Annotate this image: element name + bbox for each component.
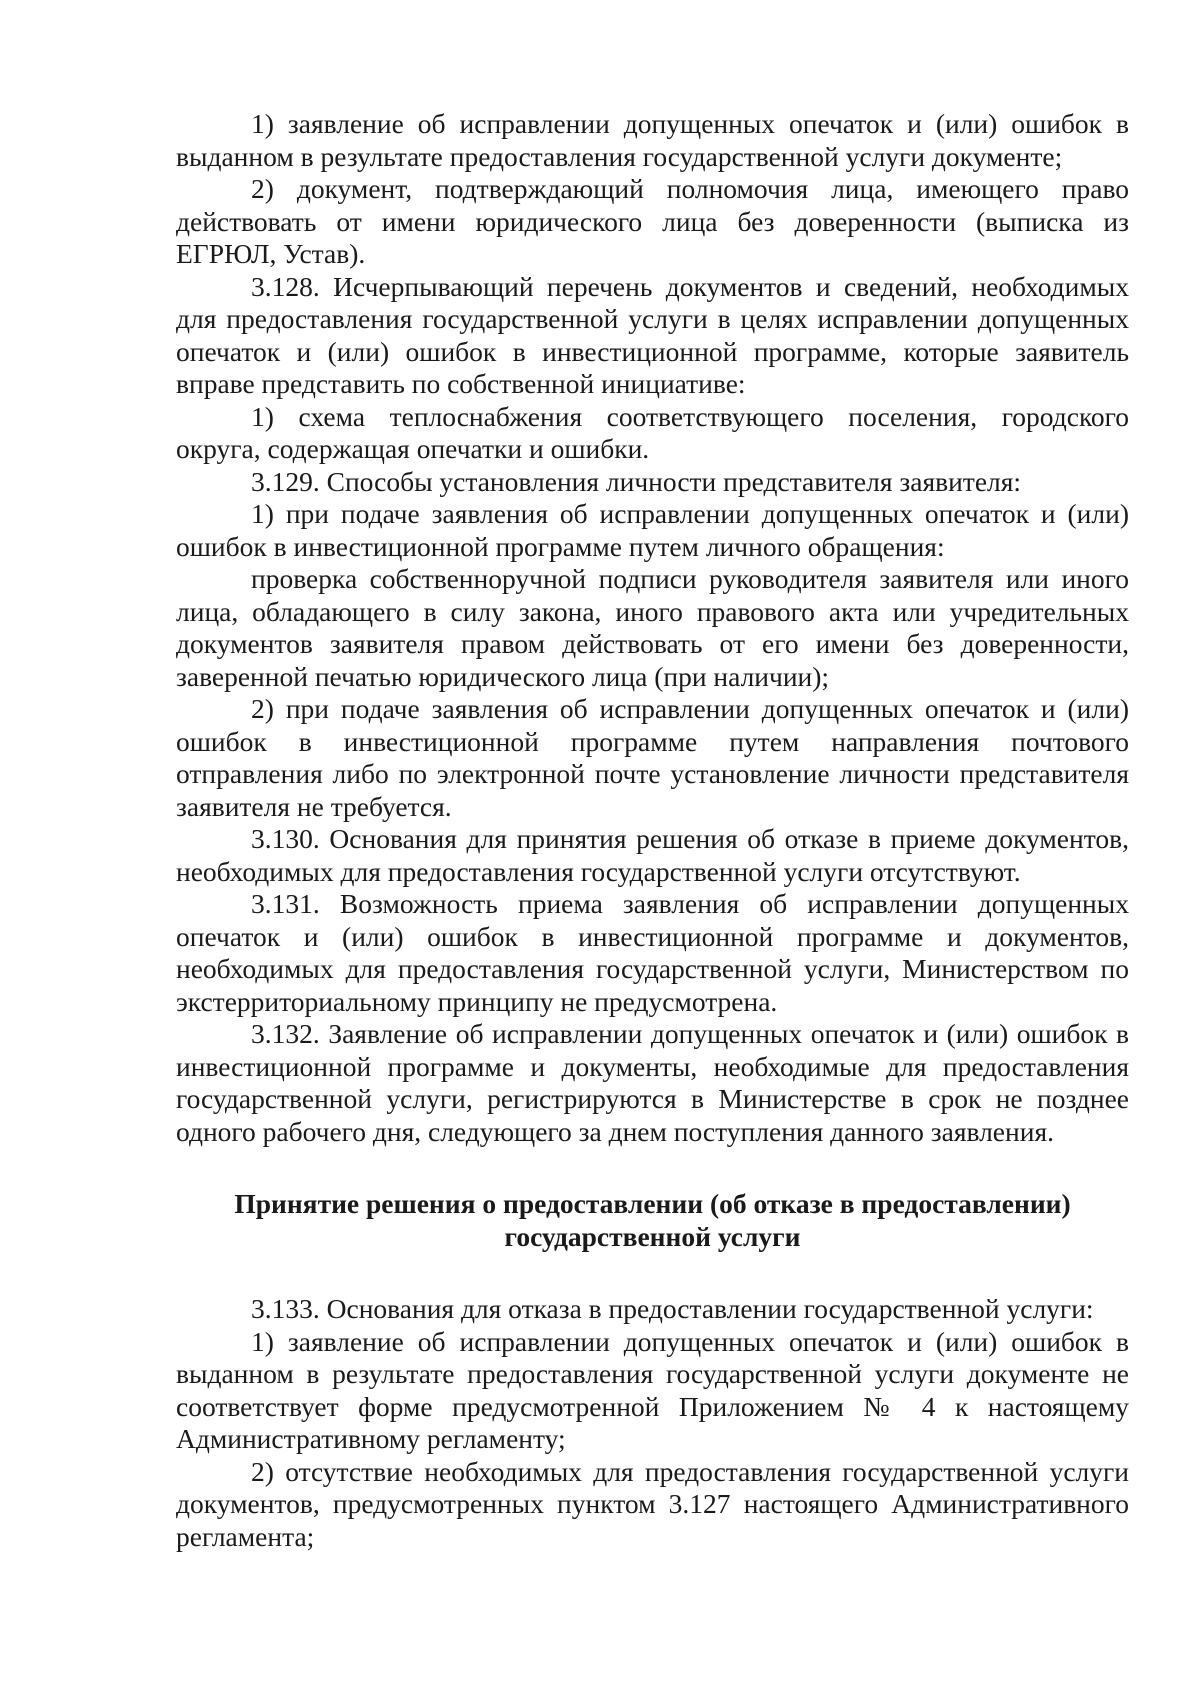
paragraph-3-133-item-1: 1) заявление об исправлении допущенных опечаток и (или) ошибок в выданном в результате предоставления государственной услуги документе не соответствует форме предусмотренной Приложением № 4 к настоящему Административному регламенту; xyxy=(176,1325,1129,1454)
section-heading-line-2: государственной услуги xyxy=(504,1220,801,1252)
paragraph-3-129: 3.129. Способы установления личности представителя заявителя: xyxy=(251,465,1022,497)
paragraph-3-130: 3.130. Основания для принятия решения об отказе в приеме документов, необходимых для предоставления государственной услуги отсутствуют. xyxy=(176,823,1129,887)
paragraph-3-132: 3.132. Заявление об исправлении допущенных опечаток и (или) ошибок в инвестиционной программе и документы, необходимые для предоставления государственной услуги, регистрируются в Министерстве в срок не позднее одного рабочего дня, следующего за днем поступления данного заявления. xyxy=(176,1018,1129,1147)
paragraph-3-131: 3.131. Возможность приема заявления об исправлении допущенных опечаток и (или) ошибок в инвестиционной программе и документов, необходимых для предоставления государственной услуги, Министерством по экстерриториальному принципу не предусмотрена. xyxy=(176,888,1129,1017)
paragraph-3-128: 3.128. Исчерпывающий перечень документов и сведений, необходимых для предоставления государственной услуги в целях исправлении допущенных опечаток и (или) ошибок в инвестиционной программе, которые заявитель вправе представить по собственной инициативе: xyxy=(176,270,1129,399)
paragraph-3-129-item-1: 1) при подаче заявления об исправлении допущенных опечаток и (или) ошибок в инвестиционной программе путем личного обращения: xyxy=(176,498,1129,562)
paragraph-item-2: 2) документ, подтверждающий полномочия лица, имеющего право действовать от имени юридического лица без доверенности (выписка из ЕГРЮЛ, Устав). xyxy=(176,173,1129,269)
section-heading xyxy=(176,1188,1129,1253)
paragraph-3-129-item-2: 2) при подаче заявления об исправлении допущенных опечаток и (или) ошибок в инвестиционной программе путем направления почтового отправления либо по электронной почте установление личности представителя заявителя не требуется. xyxy=(176,693,1129,822)
paragraph-3-133: 3.133. Основания для отказа в предоставлении государственной услуги: xyxy=(251,1293,1094,1324)
paragraph-3-128-item-1: 1) схема теплоснабжения соответствующего поселения, городского округа, содержащая опечатки и ошибки. xyxy=(176,400,1129,464)
paragraph-3-129-signature-check: проверка собственноручной подписи руководителя заявителя или иного лица, обладающего в силу закона, иного правового акта или учредительных документов заявителя правом действовать от его имени без доверенности, заверенной печатью юридического лица (при наличии); xyxy=(176,563,1129,692)
section-heading-line-1: Принятие решения о предоставлении (об отказе в предоставлении) xyxy=(234,1188,1071,1219)
paragraph-item-1: 1) заявление об исправлении допущенных опечаток и (или) ошибок в выданном в результате предоставления государственной услуги документе; xyxy=(176,108,1129,172)
document-page xyxy=(176,108,1129,1553)
paragraph-3-133-item-2: 2) отсутствие необходимых для предоставления государственной услуги документов, предусмотренных пунктом 3.127 настоящего Административного регламента; xyxy=(176,1455,1129,1552)
